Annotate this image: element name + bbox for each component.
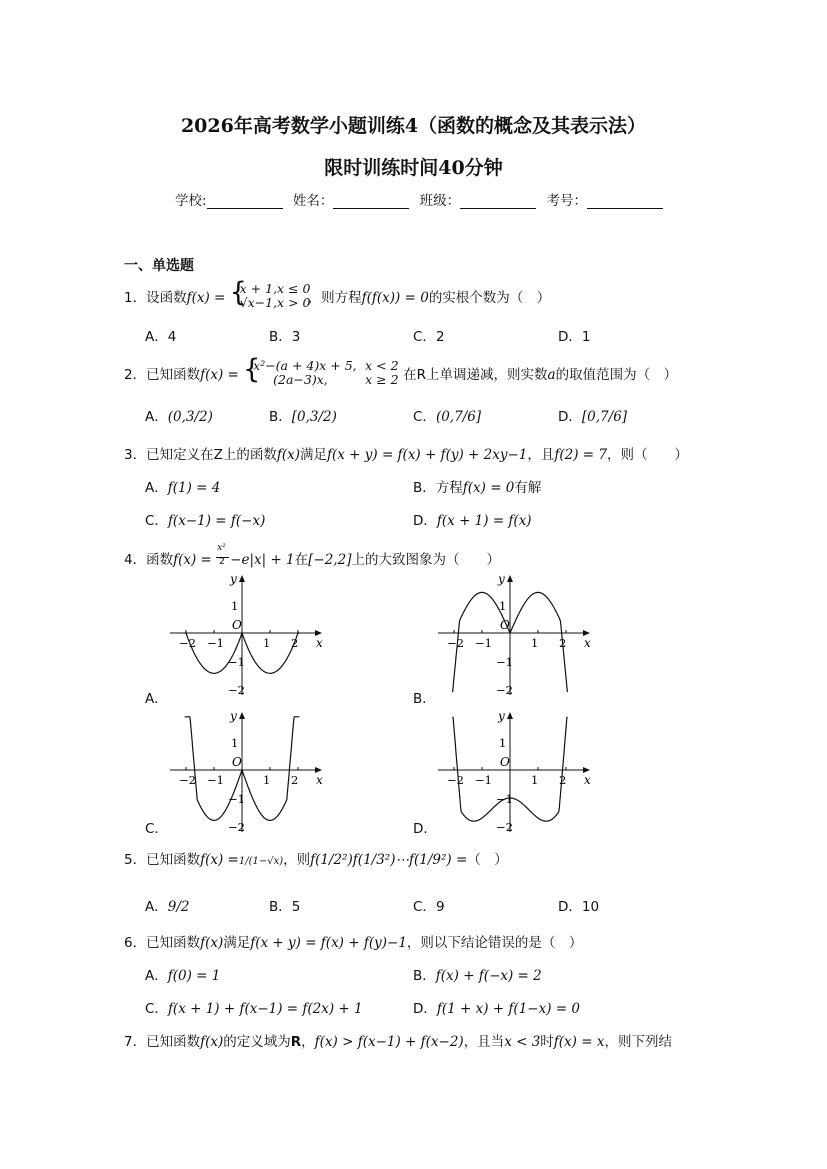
- school-label: 学校:: [175, 193, 207, 209]
- question-number: 2．: [124, 367, 147, 383]
- graph-a-x-tick-label: −2: [179, 636, 196, 650]
- graph-a-label[interactable]: A．: [145, 691, 168, 707]
- math-variable: a: [547, 367, 556, 383]
- left-brace: {: [243, 354, 261, 385]
- graph-a-y-arrow: [239, 575, 245, 582]
- class-field[interactable]: [460, 194, 536, 209]
- question-2: [124, 354, 678, 389]
- graph-a-spacer: [184, 575, 242, 695]
- graph-d-y-label: y: [498, 709, 505, 723]
- graph-c-y-arrow: [239, 712, 245, 719]
- piece-2: √x−1,x > 0: [239, 295, 311, 310]
- option-a[interactable]: A．9/2: [145, 899, 190, 915]
- graph-d-x-tick-label: 2: [559, 773, 567, 787]
- graph-c-y-tick-label: −2: [228, 820, 245, 834]
- graph-c-x-tick-label: 2: [291, 773, 299, 787]
- question-text: 的取值范围为（ ）: [555, 367, 678, 383]
- graph-a-x-label: x: [316, 636, 323, 650]
- left-brace: {: [229, 277, 247, 308]
- piece-1: x + 1,x ≤ 0: [239, 281, 311, 296]
- graph-c-y-tick-label: 1: [231, 736, 239, 750]
- graph-c-x-tick-label: 1: [263, 773, 271, 787]
- piece-1: x²−(a + 4)x + 5,: [253, 358, 357, 373]
- option-b[interactable]: B．f(x) + f(−x) = 2: [413, 968, 542, 984]
- piecewise-function: [243, 354, 403, 387]
- graph-b-label[interactable]: B．: [413, 691, 436, 707]
- question-5: 5．已知函数f(x) =1/(1−√x)，则f(1/2²)f(1/3²)⋯f(1/9²) =（ ）: [124, 852, 508, 868]
- graph-b-y-tick-label: −2: [496, 683, 513, 697]
- graph-c-y-tick-label: −1: [228, 792, 245, 806]
- graph-a-x-tick-label: 1: [263, 636, 271, 650]
- question-3: 3．已知定义在Z上的函数f(x)满足f(x + y) = f(x) + f(y) + 2xy−1，且f(2) = 7，则（ ）: [124, 447, 688, 463]
- question-text: ，则方程: [307, 290, 362, 306]
- student-info-row: [175, 189, 669, 209]
- name-field[interactable]: [333, 194, 409, 209]
- option-a[interactable]: A．4: [145, 329, 177, 345]
- graph-a-x-tick-label: 2: [291, 636, 299, 650]
- option-c[interactable]: C．2: [413, 329, 445, 345]
- option-b[interactable]: B．3: [269, 329, 301, 345]
- option-d[interactable]: D．10: [558, 899, 600, 915]
- graph-c-spacer: [184, 712, 242, 832]
- graph-c-x-label: x: [316, 773, 323, 787]
- option-d[interactable]: D．f(x + 1) = f(x): [413, 513, 532, 529]
- option-d[interactable]: D．f(1 + x) + f(1−x) = 0: [413, 1001, 580, 1017]
- math-expression: f(f(x)) = 0: [361, 290, 429, 306]
- graph-c-x-tick-label: −2: [179, 773, 196, 787]
- graph-b-x-tick-label: −1: [475, 636, 492, 650]
- question-text: 设函数: [146, 290, 187, 306]
- fraction: $\frac{\text{x²}}{2}$: [216, 547, 230, 569]
- condition-2: x ≥ 2: [365, 372, 399, 387]
- question-text: 在R上单调递减，则实数: [403, 367, 548, 383]
- option-a[interactable]: A．(0,3/2): [145, 409, 213, 425]
- option-a[interactable]: A．f(0) = 1: [145, 968, 221, 984]
- option-c[interactable]: C．f(x + 1) + f(x−1) = f(2x) + 1: [145, 1001, 363, 1017]
- exam-number-field[interactable]: [587, 194, 663, 209]
- piecewise-function: [229, 277, 311, 310]
- page-title: 2026年高考数学小题训练4（函数的概念及其表示法）: [180, 115, 647, 137]
- option-c[interactable]: C．(0,7/6]: [413, 409, 482, 425]
- graph-d-origin: O: [500, 755, 510, 769]
- graph-b-y-tick-label: 1: [499, 599, 507, 613]
- option-d[interactable]: D．1: [558, 329, 591, 345]
- graph-c-x-tick-label: −1: [207, 773, 224, 787]
- math-expression: f(x) =: [200, 367, 239, 383]
- graph-d-x-tick-label: −1: [475, 773, 492, 787]
- school-field[interactable]: [207, 194, 283, 209]
- graph-d-y-tick-label: −1: [496, 792, 513, 806]
- graph-d-label[interactable]: D．: [413, 821, 437, 837]
- graph-d-x-tick-label: 1: [531, 773, 539, 787]
- exam-number-label: 考号：: [546, 193, 587, 209]
- math-expression: f(x) =: [186, 290, 226, 306]
- option-b[interactable]: B．5: [269, 899, 301, 915]
- question-number: 1．: [124, 290, 147, 306]
- graph-c-origin: O: [232, 755, 242, 769]
- graph-d-y-arrow: [507, 712, 513, 719]
- graph-b-x-tick-label: 2: [559, 636, 567, 650]
- question-1: [124, 277, 551, 312]
- option-b[interactable]: B．方程f(x) = 0有解: [413, 480, 542, 496]
- piece-2: (2a−3)x,: [273, 372, 328, 387]
- option-c[interactable]: C．9: [413, 899, 445, 915]
- graph-a-origin: O: [232, 618, 242, 632]
- graph-c-y-label: y: [230, 709, 237, 723]
- section-title: 一、单选题: [124, 258, 194, 274]
- question-text: 已知函数: [146, 367, 201, 383]
- question-4: 4．函数f(x) = $\frac{\text{x²}}{2}$ −e|x| + 1在[−2,2]上的大致图象为（ ）: [124, 543, 500, 568]
- graph-a-x-tick-label: −1: [207, 636, 224, 650]
- page-subtitle: 限时训练时间40分钟: [324, 157, 503, 179]
- option-c[interactable]: C．f(x−1) = f(−x): [145, 513, 266, 529]
- question-6: 6．已知函数f(x)满足f(x + y) = f(x) + f(y)−1，则以下结论错误的是（ ）: [124, 935, 583, 951]
- graph-a-y-tick-label: 1: [231, 599, 239, 613]
- graph-b-y-label: y: [498, 572, 505, 586]
- class-label: 班级：: [419, 193, 461, 209]
- graph-b-origin: O: [500, 618, 510, 632]
- graph-b-x-label: x: [584, 636, 591, 650]
- graph-d-x-label: x: [584, 773, 591, 787]
- question-text: 的实根个数为（ ）: [428, 290, 551, 306]
- graph-b-y-arrow: [507, 575, 513, 582]
- graph-c-label[interactable]: C．: [145, 821, 168, 837]
- graph-b-y-tick-label: −1: [496, 655, 513, 669]
- graph-b-x-tick-label: 1: [531, 636, 539, 650]
- graph-a-y-tick-label: −2: [228, 683, 245, 697]
- option-a[interactable]: A．f(1) = 4: [145, 480, 221, 496]
- graph-d-x-tick-label: −2: [447, 773, 464, 787]
- graph-d-y-tick-label: −2: [496, 820, 513, 834]
- graph-a-y-label: y: [230, 572, 237, 586]
- graph-b-x-tick-label: −2: [447, 636, 464, 650]
- condition-1: x < 2: [365, 358, 399, 373]
- graph-d-y-tick-label: 1: [499, 736, 507, 750]
- graph-d-spacer: [452, 712, 510, 832]
- question-7: 7．已知函数f(x)的定义域为R，f(x) > f(x−1) + f(x−2)，且当x < 3时f(x) = x，则下列结: [124, 1034, 672, 1050]
- option-b[interactable]: B．[0,3/2): [269, 409, 337, 425]
- name-label: 姓名：: [292, 193, 334, 209]
- option-d[interactable]: D．[0,7/6]: [558, 409, 628, 425]
- graph-a-y-tick-label: −1: [228, 655, 245, 669]
